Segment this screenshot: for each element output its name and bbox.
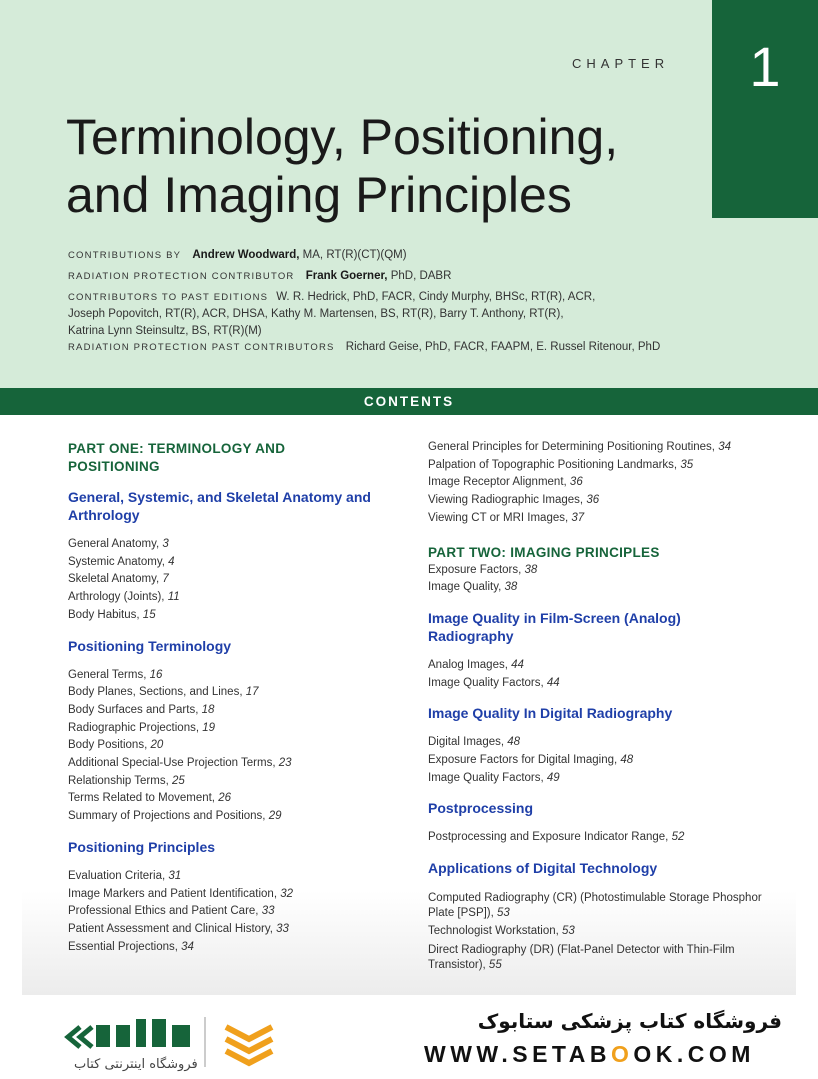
toc-entry-title: Terms Related to Movement,: [68, 792, 219, 805]
contrib-text: Richard Geise, PhD, FACR, FAAPM, E. Russel Ritenour, PhD: [345, 341, 661, 353]
section-heading: Applications of Digital Technology: [428, 860, 658, 877]
toc-entry-page: 38: [504, 581, 518, 594]
toc-entry-page: 33: [261, 905, 275, 918]
section-heading: Positioning Principles: [68, 838, 216, 855]
toc-entry: [68, 886, 428, 904]
toc-entry-page: 44: [511, 658, 524, 671]
toc-entry-page: 49: [546, 771, 560, 784]
section-items: [68, 667, 428, 826]
section-items: [428, 891, 788, 973]
toc-entry-title: Arthrology (Joints),: [68, 591, 168, 604]
toc-entry-title: Image Markers and Patient Identification,: [68, 887, 281, 900]
contents-bar: [0, 388, 818, 415]
title-line-2: and Imaging Principles: [66, 167, 572, 223]
past-editions-contributors: [68, 289, 708, 340]
toc-entry-page: 38: [524, 563, 538, 576]
section-items: [428, 829, 788, 847]
chapter-label: CHAPTER: [572, 56, 670, 71]
toc-entry: [428, 770, 788, 788]
radiation-protection-contributor: [68, 268, 708, 285]
toc-entry: [428, 829, 788, 847]
toc-entry: [428, 752, 788, 770]
toc-entry: [68, 589, 428, 607]
toc-entry: [68, 868, 428, 886]
toc-entry: [68, 684, 428, 702]
title-line-1: Terminology, Positioning,: [66, 109, 619, 165]
toc-entry: [68, 939, 428, 957]
toc-entry-page: 48: [507, 736, 521, 749]
toc-entry-page: 44: [546, 676, 560, 689]
footer-banner: [0, 995, 818, 1079]
toc-entry: [428, 579, 788, 597]
toc-entry-page: 23: [278, 757, 292, 770]
contrib-label: RADIATION PROTECTION PAST CONTRIBUTORS: [68, 342, 335, 353]
part-one-heading: PART ONE: TERMINOLOGY AND POSITIONING: [68, 441, 286, 474]
section-items: [428, 439, 788, 528]
toc-entry-title: Body Planes, Sections, and Lines,: [68, 686, 246, 699]
toc-left-column: [68, 440, 428, 956]
toc-entry-page: 15: [142, 608, 156, 621]
toc-entry-page: 3: [162, 538, 169, 550]
toc-entry: [428, 439, 788, 457]
part-two-heading: PART TWO: IMAGING PRINCIPLES: [428, 544, 660, 560]
section-items: [428, 562, 788, 597]
toc-entry-title: Systemic Anatomy,: [68, 555, 169, 568]
toc-entry-page: 36: [569, 476, 583, 489]
toc-entry-page: 31: [168, 869, 182, 882]
toc-entry-page: 34: [718, 441, 731, 453]
contrib-name: Andrew Woodward,: [192, 249, 300, 261]
toc-entry: [428, 891, 768, 921]
toc-entry-title: General Anatomy,: [68, 538, 163, 550]
contrib-label: CONTRIBUTORS TO PAST EDITIONS: [68, 292, 269, 303]
contrib-creds: MA, RT(R)(CT)(QM): [299, 249, 407, 261]
toc-entry-title: Body Positions,: [68, 739, 151, 752]
toc-entry-page: 34: [181, 940, 194, 953]
toc-entry-page: 48: [620, 754, 634, 767]
section-items: [68, 536, 428, 625]
toc-entry: [68, 667, 428, 685]
toc-entry-title: Image Receptor Alignment,: [428, 476, 570, 489]
toc-entry: [428, 675, 788, 693]
section-heading: Postprocessing: [428, 800, 534, 817]
toc-entry-page: 20: [150, 739, 164, 752]
toc-entry-page: 16: [149, 668, 163, 681]
section-items: [68, 868, 428, 957]
toc-entry-title: Image Quality,: [428, 581, 505, 594]
section-items: [428, 657, 788, 692]
toc-entry: [68, 720, 428, 738]
chapter-header: [0, 0, 818, 388]
toc-entry-title: Evaluation Criteria,: [68, 869, 169, 882]
toc-entry-page: 33: [276, 922, 289, 935]
toc-entry: [428, 457, 788, 475]
toc-entry: [68, 773, 428, 791]
contrib-label: CONTRIBUTIONS BY: [68, 250, 182, 261]
radiation-protection-past-contributors: [68, 339, 708, 356]
toc-entry: [428, 923, 788, 941]
toc-entry-title: Essential Projections,: [68, 940, 182, 953]
toc-entry-title: Viewing Radiographic Images,: [428, 494, 587, 507]
url-accent-letter: O: [611, 1041, 634, 1067]
toc-entry: [428, 562, 788, 580]
toc-entry-title: Summary of Projections and Positions,: [68, 810, 269, 823]
toc-entry-title: Viewing CT or MRI Images,: [428, 511, 572, 524]
toc-entry-title: Postprocessing and Exposure Indicator Range,: [428, 831, 672, 844]
toc-entry: [68, 554, 428, 572]
section-heading: Image Quality in Film-Screen (Analog) Radiography: [428, 609, 681, 644]
toc-entry-title: Palpation of Topographic Positioning Landmarks,: [428, 458, 681, 471]
toc-entry: [68, 702, 428, 720]
section-items: [428, 734, 788, 787]
toc-entry-title: Computed Radiography (CR) (Photostimulable Storage Phosphor Plate [PSP]),: [428, 892, 762, 920]
toc-entry-page: 11: [167, 591, 180, 604]
toc-entry-page: 36: [586, 494, 600, 507]
url-part: WWW.SETAB: [424, 1041, 611, 1067]
toc-entry: [428, 510, 788, 528]
toc-entry-title: Professional Ethics and Patient Care,: [68, 905, 262, 918]
toc-entry-page: 32: [280, 887, 294, 900]
chapter-number-box: [712, 0, 818, 218]
toc-entry: [68, 607, 428, 625]
toc-entry: [428, 734, 788, 752]
toc-entry-title: Digital Images,: [428, 736, 508, 749]
toc-entry: [428, 492, 788, 510]
toc-entry-page: 7: [162, 573, 169, 586]
contrib-creds: PhD, DABR: [387, 270, 452, 282]
toc-entry-page: 17: [245, 686, 259, 699]
toc-entry-title: Patient Assessment and Clinical History,: [68, 922, 277, 935]
toc-entry-title: Radiographic Projections,: [68, 721, 203, 734]
toc-entry-page: 29: [268, 810, 282, 823]
toc-entry-title: Direct Radiography (DR) (Flat-Panel Detector with Thin-Film Transistor),: [428, 943, 735, 971]
toc-entry-page: 37: [571, 511, 585, 524]
contrib-name: Frank Goerner,: [305, 270, 388, 282]
toc-entry-title: Skeletal Anatomy,: [68, 573, 163, 586]
toc-entry-title: Technologist Workstation,: [428, 925, 563, 938]
toc-entry-title: Additional Special-Use Projection Terms,: [68, 757, 279, 770]
toc-entry-title: General Principles for Determining Positioning Routines,: [428, 441, 719, 453]
toc-entry: [68, 921, 428, 939]
contrib-text: Joseph Popovitch, RT(R), ACR, DHSA, Kathy M. Martensen, BS, RT(R), Barry T. Anthony, RT(R),: [68, 308, 564, 320]
toc-entry-title: Exposure Factors for Digital Imaging,: [428, 754, 621, 767]
toc-entry-title: Exposure Factors,: [428, 563, 525, 576]
toc-entry-page: 35: [680, 458, 694, 471]
toc-entry-title: Image Quality Factors,: [428, 771, 547, 784]
toc-entry-title: Analog Images,: [428, 658, 512, 671]
toc-entry-page: 4: [168, 555, 175, 568]
toc-entry-page: 25: [171, 774, 185, 787]
toc-entry-title: Body Habitus,: [68, 608, 143, 621]
store-name: فروشگاه کتاب پزشکی ستابوک: [477, 1009, 782, 1033]
toc-entry: [428, 943, 768, 973]
toc-entry: [68, 808, 428, 826]
chapter-title: [66, 108, 706, 224]
contrib-text: W. R. Hedrick, PhD, FACR, Cindy Murphy, BHSc, RT(R), ACR,: [276, 291, 596, 303]
toc-entry-title: Body Surfaces and Parts,: [68, 703, 202, 716]
section-heading: Image Quality In Digital Radiography: [428, 705, 673, 722]
contrib-text: Katrina Lynn Steinsultz, BS, RT(R)(M): [68, 325, 262, 337]
toc-entry-page: 19: [202, 721, 216, 734]
toc-entry: [68, 571, 428, 589]
toc-entry: [428, 657, 788, 675]
section-heading: Positioning Terminology: [68, 637, 232, 654]
toc-entry-page: 53: [562, 925, 575, 938]
logo-tagline: فروشگاه اینترنتی کتاب: [74, 1057, 198, 1072]
toc-entry: [428, 474, 788, 492]
toc-entry: [68, 790, 428, 808]
contents-heading: CONTENTS: [363, 394, 455, 409]
toc-entry: [68, 536, 428, 554]
toc-entry-page: 55: [488, 958, 502, 971]
toc-entry: [68, 903, 428, 921]
toc-entry-page: 52: [671, 831, 685, 844]
toc-entry-title: Relationship Terms,: [68, 774, 172, 787]
toc-entry-page: 26: [218, 792, 231, 805]
toc-right-column: [428, 439, 788, 975]
store-url[interactable]: [424, 1041, 755, 1068]
setabook-logo: [54, 1013, 314, 1073]
toc-entry-page: 18: [201, 703, 215, 716]
contributions-by: [68, 247, 708, 264]
toc-entry-title: Image Quality Factors,: [428, 676, 547, 689]
contrib-label: RADIATION PROTECTION CONTRIBUTOR: [68, 271, 295, 282]
toc-entry: [68, 755, 428, 773]
url-part: OK.COM: [633, 1041, 755, 1067]
toc-entry: [68, 737, 428, 755]
toc-entry-page: 53: [497, 907, 510, 920]
toc-entry-title: General Terms,: [68, 668, 150, 681]
chapter-number: 1: [749, 35, 781, 98]
section-heading: General, Systemic, and Skeletal Anatomy and Arthrology: [68, 489, 371, 523]
